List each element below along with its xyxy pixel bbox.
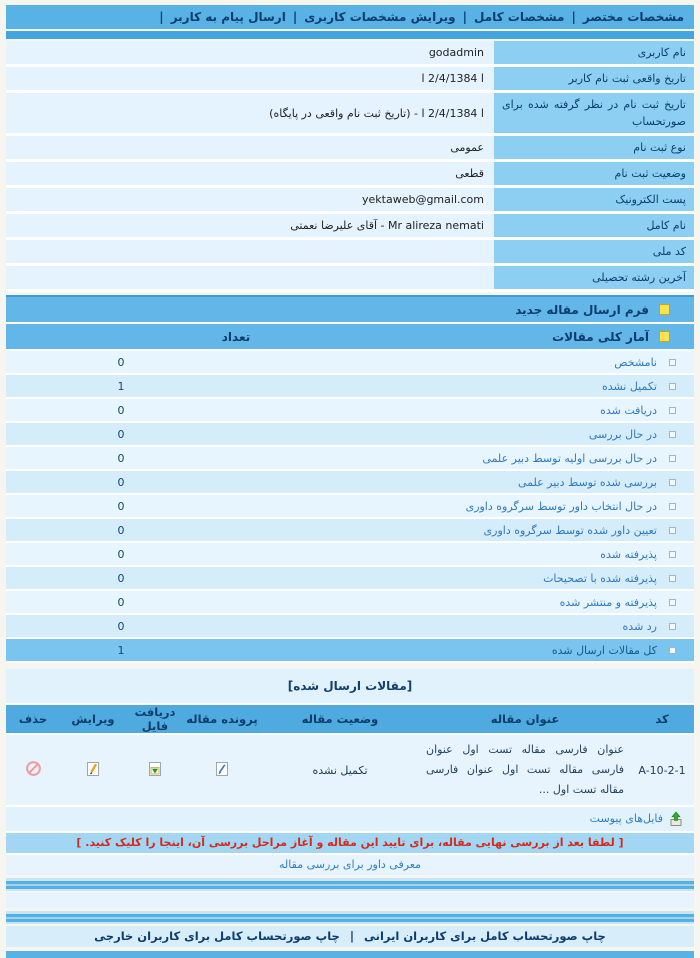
- striped-divider: [6, 878, 694, 891]
- field-label: پست الکترونیک: [494, 188, 694, 211]
- square-bullet-icon: [669, 623, 676, 630]
- field-value: godadmin: [6, 41, 494, 64]
- print-invoice-foreign-link[interactable]: چاپ صورتحساب کامل برای کاربران خارجی: [94, 929, 340, 944]
- attachment-upload-button[interactable]: [668, 811, 684, 827]
- column-header-status: وضعیت مقاله: [301, 712, 379, 727]
- stat-label[interactable]: بررسی شده توسط دبیر علمی: [517, 475, 657, 489]
- stat-row-accepted-published: [6, 591, 694, 615]
- field-value: [6, 240, 494, 263]
- stat-row-total-submitted: [6, 639, 694, 663]
- profile-row-signup-type: [6, 136, 694, 162]
- stat-count: 0: [117, 619, 125, 633]
- field-label: تاریخ واقعی ثبت نام کاربر: [494, 67, 694, 90]
- stat-count: 0: [117, 451, 125, 465]
- download-file-button[interactable]: [147, 761, 163, 777]
- yellow-square-bullet-icon: [659, 304, 670, 315]
- profile-row-last-degree: [6, 266, 694, 292]
- profile-row-billing-signup-date: [6, 93, 694, 136]
- articles-table-header: [6, 705, 694, 735]
- stat-count: 0: [117, 523, 125, 537]
- footer-print-bar: [6, 926, 694, 947]
- attachments-row: [6, 807, 694, 833]
- yellow-square-bullet-icon: [659, 331, 670, 342]
- profile-row-real-signup-date: [6, 67, 694, 93]
- article-stats-section: [6, 295, 694, 663]
- square-bullet-icon: [669, 407, 676, 414]
- spacer-band: [6, 893, 694, 908]
- square-bullet-icon: [669, 647, 676, 654]
- square-bullet-icon: [669, 575, 676, 582]
- menu-separator: |: [462, 10, 467, 24]
- stat-row-under-review: [6, 423, 694, 447]
- footer-separator: |: [349, 929, 355, 944]
- profile-table: [6, 41, 694, 292]
- stat-label[interactable]: در حال بررسی اولیه توسط دبیر علمی: [482, 451, 657, 465]
- stat-label[interactable]: پذیرفته شده: [600, 547, 657, 561]
- field-value: Mr alireza nemati - آقای علیرضا نعمتی: [6, 214, 494, 237]
- stat-count: 0: [117, 571, 125, 585]
- field-label: تاریخ ثبت نام در نظر گرفته شده برای صورتحساب: [494, 93, 694, 133]
- field-label: وضعیت ثبت نام: [494, 162, 694, 185]
- column-header-delete: حذف: [18, 712, 48, 727]
- stat-row-rejected: [6, 615, 694, 639]
- article-code: A-10-2-1: [638, 763, 686, 777]
- confirm-article-alert[interactable]: [ لطفا بعد از بررسی نهایی مقاله، برای تایید این مقاله و آغاز مراحل بررسی آن، اینجا را کلیک کنید. ]: [6, 833, 694, 855]
- stat-row-incomplete: [6, 375, 694, 399]
- stat-count: 1: [117, 643, 125, 657]
- field-value: قطعی: [6, 162, 494, 185]
- stats-rows: [6, 351, 694, 663]
- stat-label[interactable]: رد شده: [622, 619, 657, 633]
- article-status: تکمیل نشده: [312, 763, 368, 777]
- square-bullet-icon: [669, 383, 676, 390]
- profile-row-signup-status: [6, 162, 694, 188]
- square-bullet-icon: [669, 359, 676, 366]
- menu-item-full-profile[interactable]: مشخصات کامل: [474, 10, 565, 24]
- square-bullet-icon: [669, 599, 676, 606]
- stat-label[interactable]: نامشخص: [614, 355, 657, 369]
- column-header-code: کد: [655, 712, 669, 727]
- stat-row-accepted-with-corrections: [6, 567, 694, 591]
- stat-label[interactable]: دریافت شده: [600, 403, 657, 417]
- square-bullet-icon: [669, 479, 676, 486]
- field-label: نام کاربری: [494, 41, 694, 64]
- document-download-icon: [147, 761, 163, 777]
- stat-label[interactable]: پذیرفته شده با تصحیحات: [543, 571, 657, 585]
- stat-count: 0: [117, 499, 125, 513]
- stat-label[interactable]: تکمیل نشده: [601, 379, 657, 393]
- stat-row-referee-assigned: [6, 519, 694, 543]
- article-title: عنوان فارسی مقاله تست اول عنوان فارسی مقاله تست اول عنوان فارسی مقاله تست اول ...: [426, 743, 624, 797]
- delete-article-button[interactable]: [25, 760, 42, 777]
- field-value: ا 2/4/1384 ا - (تاریخ ثبت نام واقعی در پایگاه): [6, 93, 494, 133]
- stat-label[interactable]: کل مقالات ارسال شده: [551, 643, 657, 657]
- edit-article-button[interactable]: [85, 761, 101, 777]
- stat-row-unspecified: [6, 351, 694, 375]
- stat-count: 0: [117, 355, 125, 369]
- profile-row-full-name: [6, 214, 694, 240]
- article-file-button[interactable]: [214, 761, 230, 777]
- suggest-reviewer-link[interactable]: معرفی داور برای بررسی مقاله: [6, 855, 694, 875]
- stat-row-selecting-referee: [6, 495, 694, 519]
- menu-separator: |: [159, 10, 164, 24]
- stat-row-reviewed-by-editor: [6, 471, 694, 495]
- menu-separator: |: [292, 10, 298, 24]
- square-bullet-icon: [669, 455, 676, 462]
- attachments-link[interactable]: فایل‌های پیوست: [589, 812, 663, 826]
- count-column-header: تعداد: [221, 329, 251, 344]
- striped-divider: [6, 911, 694, 924]
- stat-row-initial-review-by-editor: [6, 447, 694, 471]
- field-label: آخرین رشته تحصیلی: [494, 266, 694, 289]
- stat-label[interactable]: پذیرفته و منتشر شده: [559, 595, 657, 609]
- menu-item-send-message[interactable]: ارسال پیام به کاربر: [170, 10, 286, 24]
- menu-item-edit-profile[interactable]: ویرایش مشخصات کاربری: [304, 10, 456, 24]
- stat-label[interactable]: تعیین داور شده توسط سرگروه داوری: [483, 523, 657, 537]
- stat-count: 0: [117, 427, 125, 441]
- square-bullet-icon: [669, 527, 676, 534]
- article-row: [6, 735, 694, 806]
- field-value: عمومی: [6, 136, 494, 159]
- square-bullet-icon: [669, 431, 676, 438]
- document-pen-icon: [214, 761, 230, 777]
- field-label: نام کامل: [494, 214, 694, 237]
- no-entry-icon: [25, 760, 42, 777]
- stats-title: آمار کلی مقالات: [552, 329, 649, 344]
- new-article-form-link[interactable]: فرم ارسال مقاله جدید: [515, 302, 649, 317]
- stat-label[interactable]: در حال بررسی: [588, 427, 657, 441]
- column-header-file: پرونده مقاله: [186, 712, 258, 727]
- document-pencil-icon: [85, 761, 101, 777]
- new-article-form-row[interactable]: [6, 297, 694, 324]
- field-value: ا 2/4/1384 ا: [6, 67, 494, 90]
- menu-separator: |: [571, 10, 576, 24]
- stat-row-received: [6, 399, 694, 423]
- divider-bar: [6, 31, 694, 39]
- column-header-download: دریافت فایل: [134, 705, 176, 734]
- field-value: [6, 266, 494, 289]
- column-header-edit: ویرایش: [71, 712, 115, 727]
- stats-header-row: [6, 324, 694, 351]
- square-bullet-icon: [669, 503, 676, 510]
- stat-count: 0: [117, 475, 125, 489]
- submitted-articles-section: [6, 669, 694, 874]
- field-label: نوع ثبت نام: [494, 136, 694, 159]
- field-value: yektaweb@gmail.com: [6, 188, 494, 211]
- profile-row-username: [6, 41, 694, 67]
- bottom-bar: [6, 951, 694, 958]
- profile-row-email: [6, 188, 694, 214]
- top-menu: [6, 5, 694, 29]
- stat-count: 1: [117, 379, 125, 393]
- stat-count: 0: [117, 595, 125, 609]
- column-header-title: عنوان مقاله: [490, 712, 560, 727]
- stat-count: 0: [117, 403, 125, 417]
- stat-count: 0: [117, 547, 125, 561]
- stat-label[interactable]: در حال انتخاب داور توسط سرگروه داوری: [465, 499, 657, 513]
- submitted-articles-title: [مقالات ارسال شده]: [6, 669, 694, 705]
- field-label: کد ملی: [494, 240, 694, 263]
- stat-row-accepted: [6, 543, 694, 567]
- upload-arrow-icon: [668, 811, 684, 827]
- menu-item-brief-profile[interactable]: مشخصات مختصر: [582, 10, 684, 24]
- profile-row-national-id: [6, 240, 694, 266]
- print-invoice-iranian-link[interactable]: چاپ صورتحساب کامل برای کاربران ایرانی: [364, 929, 606, 944]
- square-bullet-icon: [669, 551, 676, 558]
